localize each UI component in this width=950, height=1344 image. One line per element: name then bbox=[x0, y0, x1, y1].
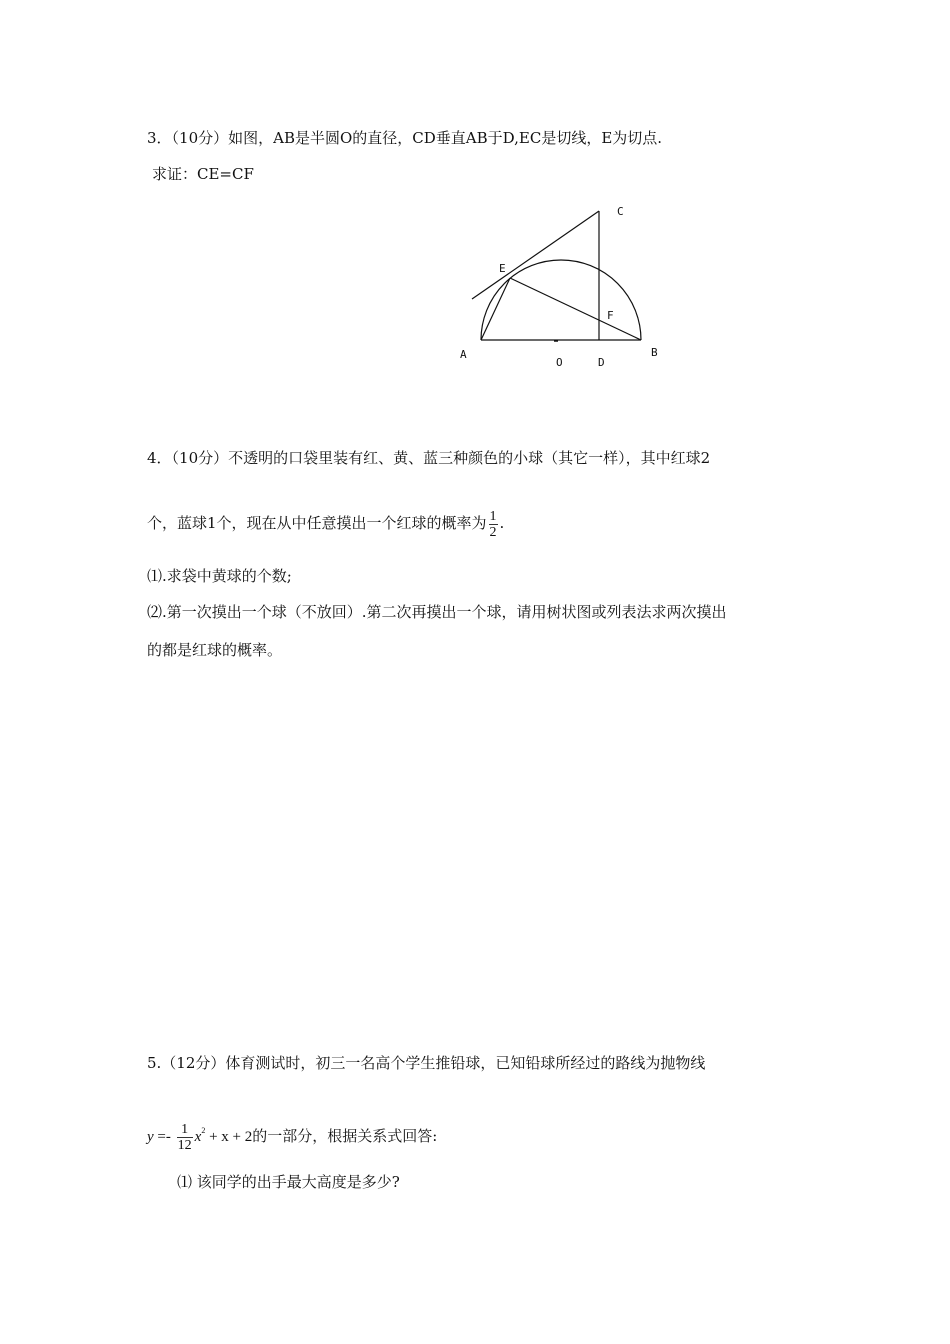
q4-part2-cont: 的都是红球的概率。 bbox=[147, 641, 283, 659]
semicircle-figure bbox=[450, 200, 690, 370]
q5-part1: ⑴ 该同学的出手最大高度是多少? bbox=[177, 1173, 400, 1191]
q4-line2-end: . bbox=[499, 514, 505, 532]
q5-equation-line bbox=[147, 1113, 437, 1155]
label-e: E bbox=[499, 262, 506, 275]
label-f: F bbox=[607, 309, 614, 322]
eq-x: x bbox=[194, 1129, 202, 1145]
label-d: D bbox=[598, 356, 605, 369]
tangent-ec bbox=[472, 211, 599, 299]
eq-y: y bbox=[147, 1129, 154, 1145]
eq-rest: + x + 2 bbox=[205, 1129, 253, 1145]
q5-statement: 5.（12分）体育测试时，初三一名高个学生推铅球，已知铅球所经过的路线为抛物线 bbox=[147, 1054, 706, 1072]
figure-lines bbox=[472, 211, 641, 340]
q4-statement: 4．（10分）不透明的口袋里装有红、黄、蓝三种颜色的小球（其它一样），其中红球2 bbox=[147, 449, 711, 467]
label-o: O bbox=[556, 356, 563, 369]
fraction-numerator: 1 bbox=[489, 508, 497, 524]
probability-fraction bbox=[489, 509, 498, 540]
eq-op: =- bbox=[153, 1129, 175, 1145]
q5-eq-tail: 的一部分，根据关系式回答: bbox=[252, 1127, 438, 1145]
label-b: B bbox=[651, 346, 658, 359]
q4-line2-text: 个，蓝球1个，现在从中任意摸出一个红球的概率为 bbox=[147, 514, 487, 532]
label-c: C bbox=[617, 205, 624, 218]
q4-part2: ⑵.第一次摸出一个球（不放回）.第二次再摸出一个球，请用树状图或列表法求两次摸出 bbox=[147, 603, 727, 621]
eq-denominator: 12 bbox=[177, 1138, 192, 1154]
q4-part1: ⑴.求袋中黄球的个数; bbox=[147, 567, 292, 585]
equation bbox=[147, 1122, 253, 1154]
q4-statement-cont bbox=[147, 506, 504, 540]
eq-exponent: 2 bbox=[201, 1126, 206, 1135]
eq-fraction bbox=[177, 1122, 193, 1153]
segment-ae bbox=[481, 278, 510, 340]
label-a: A bbox=[460, 348, 467, 361]
fraction-denominator: 2 bbox=[489, 524, 497, 540]
q3-prove: 求证：CE=CF bbox=[152, 165, 254, 183]
q3-statement: 3．（10分）如图，AB是半圆O的直径，CD垂直AB于D,EC是切线，E为切点. bbox=[147, 129, 663, 147]
eq-numerator: 1 bbox=[177, 1122, 193, 1138]
